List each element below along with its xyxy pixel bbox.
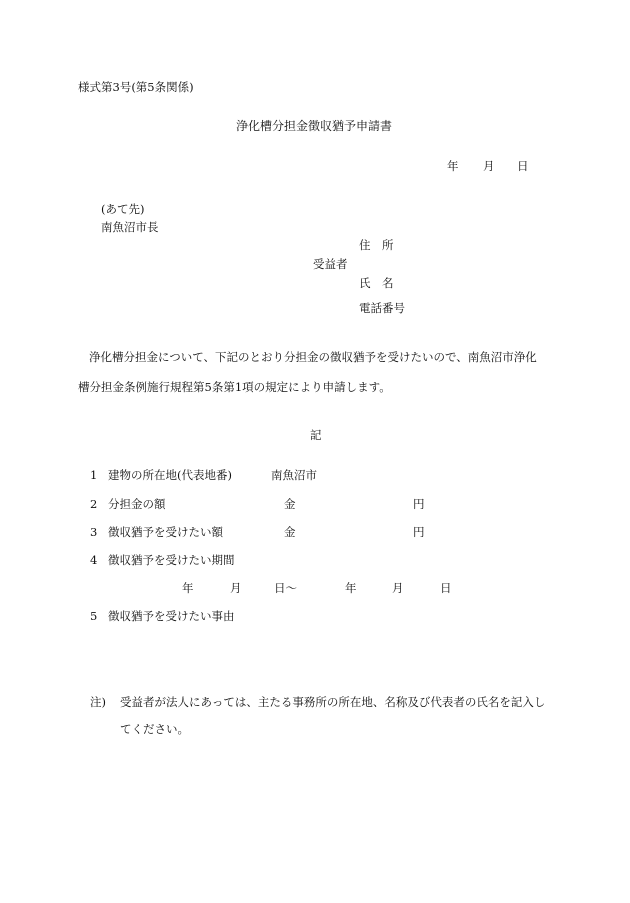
date-day: 日 — [517, 159, 529, 173]
address-field[interactable] — [415, 236, 565, 254]
period-to-year: 年 — [345, 581, 357, 595]
applicant-role: 受益者 — [313, 257, 348, 271]
item-label: 徴収猶予を受けたい額 — [108, 525, 223, 539]
en-label: 円 — [413, 497, 425, 511]
addressee-name: 南魚沼市長 — [101, 220, 159, 234]
form-number: 様式第3号(第5条関係) — [78, 80, 194, 94]
addressee-prefix: (あて先) — [101, 202, 145, 216]
document-title: 浄化槽分担金徴収猶予申請書 — [236, 119, 393, 133]
period-from-day: 日〜 — [274, 581, 297, 595]
date-year: 年 — [447, 159, 459, 173]
building-location-value: 南魚沼市 — [271, 468, 317, 482]
name-label: 氏 名 — [359, 276, 394, 290]
item-number: 2 — [90, 497, 98, 511]
phone-field[interactable] — [415, 299, 565, 317]
building-location-field[interactable] — [322, 466, 522, 484]
date-month: 月 — [483, 159, 495, 173]
en-label: 円 — [413, 525, 425, 539]
period-to-month: 月 — [392, 581, 404, 595]
body-line-2: 槽分担金条例施行規程第5条第1項の規定により申請します。 — [78, 380, 391, 394]
kin-label: 金 — [284, 497, 296, 511]
deferral-reason-field[interactable] — [108, 630, 548, 680]
item-label: 徴収猶予を受けたい期間 — [108, 553, 235, 567]
phone-label: 電話番号 — [359, 301, 405, 315]
item-label: 建物の所在地(代表地番) — [108, 468, 232, 482]
note-line-1: 受益者が法人にあっては、主たる事務所の所在地、名称及び代表者の氏名を記入し — [120, 695, 546, 709]
note-line-2: てください。 — [120, 722, 189, 736]
ki-heading: 記 — [310, 428, 322, 442]
period-from-month: 月 — [230, 581, 242, 595]
name-field[interactable] — [415, 274, 565, 292]
charge-amount-field[interactable] — [300, 495, 405, 513]
address-label: 住 所 — [359, 238, 394, 252]
period-from-year: 年 — [182, 581, 194, 595]
note-label: 注) — [90, 695, 106, 709]
item-label: 徴収猶予を受けたい事由 — [108, 609, 235, 623]
item-number: 1 — [90, 468, 98, 482]
item-label: 分担金の額 — [108, 497, 166, 511]
deferral-amount-field[interactable] — [300, 523, 405, 541]
item-number: 5 — [90, 609, 98, 623]
item-number: 3 — [90, 525, 98, 539]
period-to-day: 日 — [440, 581, 452, 595]
item-number: 4 — [90, 553, 98, 567]
body-line-1: 浄化槽分担金について、下記のとおり分担金の徴収猶予を受けたいので、南魚沼市浄化 — [89, 350, 537, 364]
kin-label: 金 — [284, 525, 296, 539]
